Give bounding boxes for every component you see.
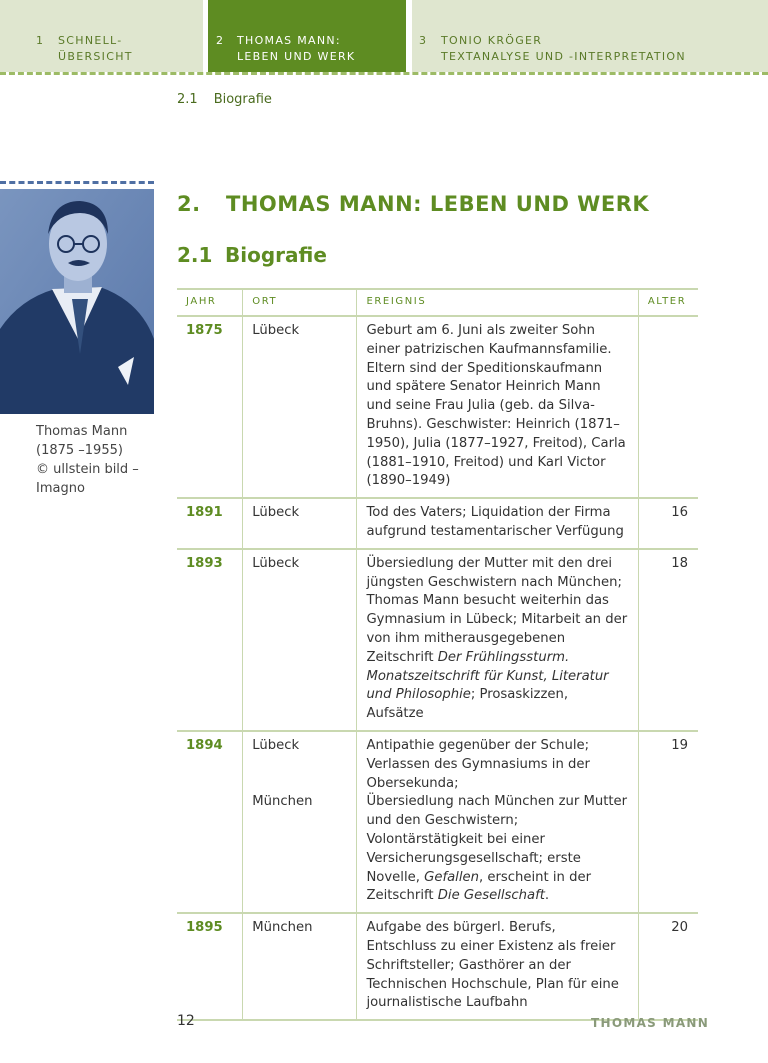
table-row — [177, 731, 698, 913]
page-number: 12 — [177, 1013, 195, 1029]
photo-caption — [36, 422, 154, 498]
table-row — [177, 549, 698, 731]
place-cell: München — [243, 913, 357, 1020]
tab-tonio-kroeger[interactable] — [412, 0, 768, 72]
event-cell: Aufgabe des bürgerl. Berufs, Entschluss zu einer Existenz als freier Schriftsteller; Gasthörer an der Technischen Hochschule, Plan für eine journalistische Laufbahn — [357, 913, 638, 1020]
tab-label-line1: TONIO KRÖGER — [441, 34, 543, 47]
event-text: , erscheint in der Zeitschrift — [366, 869, 592, 904]
tab-label-line1: THOMAS MANN: — [237, 34, 341, 47]
section-title: Biografie — [213, 92, 272, 107]
tab-number: 3 — [419, 34, 428, 47]
age-cell: 19 — [638, 731, 698, 913]
chapter-number: 2. — [177, 192, 201, 216]
event-text: . — [544, 888, 550, 904]
caption-line: (1875 –1955) — [36, 443, 123, 458]
tab-label-line2: ÜBERSICHT — [58, 50, 133, 63]
place-line: München — [252, 794, 313, 810]
event-text: Übersiedlung der Mutter mit den drei jüngsten Geschwistern nach München; Thomas Mann besucht weiterhin das Gymnasium in Lübeck; Mitarbeit an der von ihm mitherausgegebenen Zeitschrift — [366, 555, 628, 665]
column-header-place: ORT — [243, 289, 357, 316]
year-cell: 1893 — [177, 549, 243, 731]
year-cell: 1891 — [177, 498, 243, 549]
caption-line: Thomas Mann — [36, 424, 128, 439]
column-header-age: ALTER — [638, 289, 698, 316]
caption-line: © ullstein bild – — [36, 462, 139, 477]
photo-divider — [0, 181, 154, 184]
place-cell: Lübeck — [243, 316, 357, 498]
column-header-year: JAHR — [177, 289, 243, 316]
chapter-heading — [177, 192, 649, 216]
year-cell: 1875 — [177, 316, 243, 498]
section-number: 2.1 — [177, 92, 198, 107]
event-title-italic: Der Frühlingssturm. Monatszeitschrift für Kunst, Literatur und Philosophie — [366, 649, 609, 703]
year-cell: 1894 — [177, 731, 243, 913]
tab-leben-und-werk[interactable] — [208, 0, 406, 72]
event-text: Antipathie gegenüber der Schule; Verlassen des Gymnasiums in der Obersekunda; — [366, 737, 590, 791]
age-cell: 18 — [638, 549, 698, 731]
column-header-event: EREIGNIS — [357, 289, 638, 316]
event-text: ; Prosaskizzen, Aufsätze — [366, 687, 569, 722]
event-cell — [357, 549, 638, 731]
chapter-tabs — [0, 0, 768, 72]
running-title: THOMAS MANN — [591, 1016, 710, 1030]
table-header-row — [177, 289, 698, 316]
year-cell: 1895 — [177, 913, 243, 1020]
tab-schnelluebersicht[interactable] — [0, 0, 203, 72]
event-text: Übersiedlung nach München zur Mutter und den Geschwistern; Volontärstätigkeit bei einer Versicherungsgesellschaft; erste Novelle, — [366, 794, 628, 885]
portrait-photo — [0, 189, 154, 414]
table-row — [177, 316, 698, 498]
section-number: 2.1 — [177, 243, 213, 267]
biography-table — [177, 288, 698, 1021]
running-section-header — [177, 92, 272, 107]
place-cell: Lübeck — [243, 549, 357, 731]
tab-number: 2 — [216, 34, 225, 47]
age-cell — [638, 316, 698, 498]
tab-label-line1: SCHNELL- — [58, 34, 123, 47]
event-cell: Tod des Vaters; Liquidation der Firma aufgrund testamentarischer Verfügung — [357, 498, 638, 549]
tab-divider — [0, 72, 768, 75]
chapter-title: THOMAS MANN: LEBEN UND WERK — [226, 192, 650, 216]
event-cell: Geburt am 6. Juni als zweiter Sohn einer patrizischen Kaufmannsfamilie. Eltern sind der Speditionskaufmann und spätere Senator Heinrich Mann und seine Frau Julia (geb. da Silva-Bruhns). Geschwister: Heinrich (1871–1950), Julia (1877–1927, Freitod), Carla (1881–1910, Freitod) und Karl Victor (1890–1949) — [357, 316, 638, 498]
event-title-italic: Die Gesellschaft — [437, 888, 545, 904]
tab-label-line2: LEBEN UND WERK — [237, 50, 356, 63]
place-cell: Lübeck — [243, 498, 357, 549]
event-title-italic: Gefallen — [424, 869, 479, 885]
age-cell: 20 — [638, 913, 698, 1020]
place-line: Lübeck — [252, 737, 300, 753]
event-cell — [357, 731, 638, 913]
section-heading — [177, 243, 327, 267]
table-row — [177, 498, 698, 549]
section-title: Biografie — [225, 243, 327, 267]
age-cell: 16 — [638, 498, 698, 549]
event-text-block — [366, 793, 628, 906]
tab-label-line2: TEXTANALYSE UND -INTERPRETATION — [441, 50, 686, 63]
table-row — [177, 913, 698, 1020]
caption-line: Imagno — [36, 481, 85, 496]
tab-number: 1 — [36, 34, 45, 47]
place-cell — [243, 731, 357, 913]
